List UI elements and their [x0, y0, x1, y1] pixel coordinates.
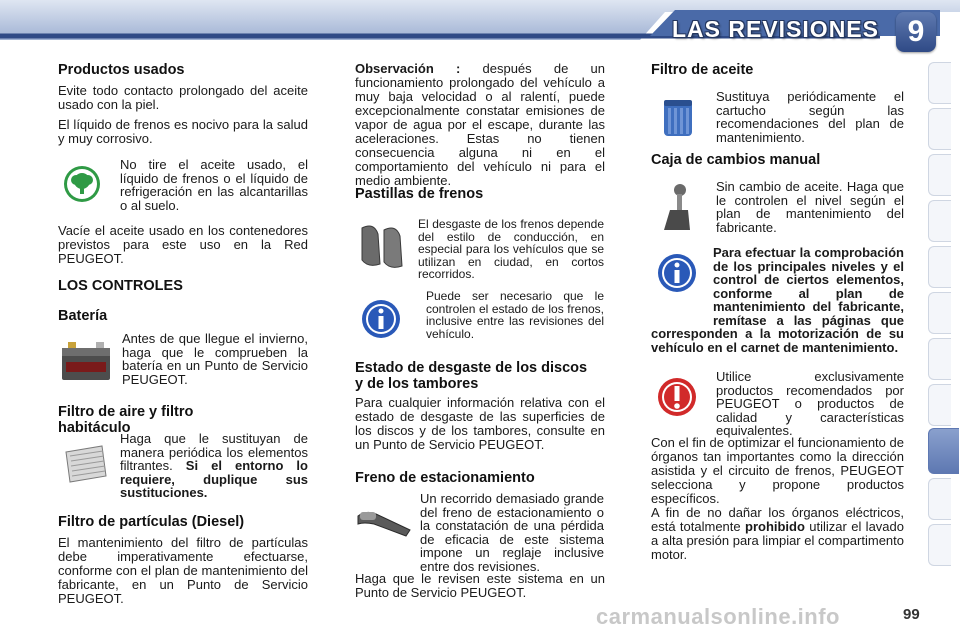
- pastillas-heading: Pastillas de frenos: [355, 186, 484, 202]
- pastillas-text: El desgaste de los frenos depende del estilo de conducción, en especial para los vehículos que se utilizan en ciudad, en cortos recorridos.: [418, 217, 604, 281]
- fin-paragraph: Con el fin de optimizar el funcionamiento de órganos tan importantes como la dirección asistida y el circuito de frenos, PEUGEOT selecciona y propone productos específicos.: [651, 435, 904, 506]
- chapter-tab[interactable]: [928, 200, 951, 242]
- freno-text: Un recorrido demasiado grande del freno de estacionamiento o la constatación de una pérdida de eficacia de este sistema impone un reglaje inclusive entre dos revisiones.: [420, 491, 604, 574]
- chapter-tab[interactable]: [928, 524, 951, 566]
- chapter-tab[interactable]: [928, 292, 951, 334]
- info-bold-note: [651, 246, 904, 354]
- oil-filter-icon: [658, 94, 698, 140]
- filtro-aceite-text: Sustituya periódicamente el cartucho según las recomendaciones del plan de mantenimiento.: [716, 89, 904, 145]
- watermark: carmanualsonline.info: [596, 604, 840, 629]
- gear-shift-icon: [656, 182, 696, 234]
- danar-text-2: utilizar el lavado a alta presión para limpiar el compartimento motor.: [651, 519, 904, 562]
- controles-heading: LOS CONTROLES: [58, 278, 183, 294]
- filtro-aire-text: [120, 432, 308, 500]
- info-icon: [360, 298, 402, 340]
- filtro-aire-text-bold: Si el entorno lo requiere, duplique sus sustituciones.: [120, 458, 308, 500]
- desgaste-heading: Estado de desgaste de los discos y de los tambores: [355, 360, 588, 392]
- vacie-paragraph: Vacíe el aceite usado en los contenedores previstos para este uso en la Red PEUGEOT.: [58, 223, 308, 266]
- tree-note: No tire el aceite usado, el líquido de frenos o el líquido de refrigeración en las alcantarillas o al suelo.: [120, 157, 308, 213]
- particulas-paragraph: El mantenimiento del filtro de partículas debe imperativamente efectuarse, conforme con el plan de mantenimiento del fabricante, en un Punto de Servicio PEUGEOT.: [58, 535, 308, 606]
- bateria-text: Antes de que llegue el invierno, haga que le comprueben la batería en un Punto de Servicio PEUGEOT.: [122, 331, 308, 387]
- caja-text: Sin cambio de aceite. Haga que le controlen el nivel según el plan de mantenimiento del fabricante.: [716, 179, 904, 235]
- tree-environment-icon: [62, 164, 102, 204]
- danar-paragraph: [651, 506, 904, 562]
- pastillas-info-text: Puede ser necesario que le controlen el estado de los frenos, inclusive entre las revisiones del vehículo.: [426, 289, 604, 341]
- info-bold-text: Para efectuar la comprobación de los principales niveles y el control de ciertos elementos, conforme al plan de mantenimiento del fabricante, remítase a las páginas que corresponden a la motorización de su vehículo en el carnet de mantenimiento.: [651, 245, 904, 355]
- filtro-aire-heading: Filtro de aire y filtro habitáculo: [58, 404, 194, 436]
- chapter-tabs: [928, 62, 960, 572]
- observacion-paragraph: [355, 62, 605, 188]
- freno-heading: Freno de estacionamiento: [355, 470, 535, 486]
- filtro-aceite-heading: Filtro de aceite: [651, 62, 754, 78]
- chapter-tab-active[interactable]: [928, 428, 959, 474]
- chapter-tab[interactable]: [928, 154, 951, 196]
- productos-heading: Productos usados: [58, 62, 185, 78]
- chapter-tab[interactable]: [928, 108, 951, 150]
- filtro-aire-text-normal: Haga que le sustituyan de manera periódica los elementos filtrantes.: [120, 431, 308, 473]
- warning-icon: [656, 376, 698, 418]
- warning-text: Utilice exclusivamente productos recomendados por PEUGEOT o productos de calidad y características equivalentes.: [716, 369, 904, 438]
- chapter-tab[interactable]: [928, 246, 951, 288]
- bateria-heading: Batería: [58, 308, 108, 324]
- observacion-label: Observación :: [355, 61, 461, 76]
- chapter-tab[interactable]: [928, 384, 951, 426]
- chapter-number-badge: 9: [896, 12, 936, 52]
- observacion-text: después de un funcionamiento prolongado del vehículo a muy baja velocidad o al ralentí, puede excepcionalmente constatar emisiones de vapor de agua por el escape, durante las aceleraciones. Estas no tienen consecuencia alguna ni en el comportamiento del vehículo ni para el medio ambiente.: [355, 61, 605, 188]
- productos-section: [58, 62, 308, 146]
- caja-heading: Caja de cambios manual: [651, 152, 821, 168]
- chapter-tab[interactable]: [928, 478, 951, 520]
- desgaste-paragraph: Para cualquier información relativa con el estado de desgaste de las superficies de los discos y de los tambores, consulte en un Punto de Servicio PEUGEOT.: [355, 395, 605, 452]
- battery-icon: [58, 338, 114, 384]
- chapter-tab[interactable]: [928, 62, 951, 104]
- page-number: 99: [903, 606, 920, 623]
- air-filter-icon: [62, 442, 110, 486]
- info-note-indent: [651, 246, 713, 316]
- brake-pads-icon: [356, 220, 408, 272]
- chapter-tab[interactable]: [928, 338, 951, 380]
- page-title: LAS REVISIONES: [672, 16, 879, 42]
- freno-paragraph-2: Haga que le revisen este sistema en un Punto de Servicio PEUGEOT.: [355, 571, 605, 600]
- danar-bold: prohibido: [745, 519, 805, 534]
- danar-text: A fin de no dañar los órganos eléctricos, está totalmente: [651, 505, 904, 534]
- particulas-heading: Filtro de partículas (Diesel): [58, 514, 245, 530]
- productos-paragraph-1: Evite todo contacto prolongado del aceite usado con la piel.: [58, 83, 308, 112]
- productos-paragraph-2: El líquido de frenos es nocivo para la salud y muy corrosivo.: [58, 117, 308, 146]
- parking-brake-icon: [356, 504, 412, 538]
